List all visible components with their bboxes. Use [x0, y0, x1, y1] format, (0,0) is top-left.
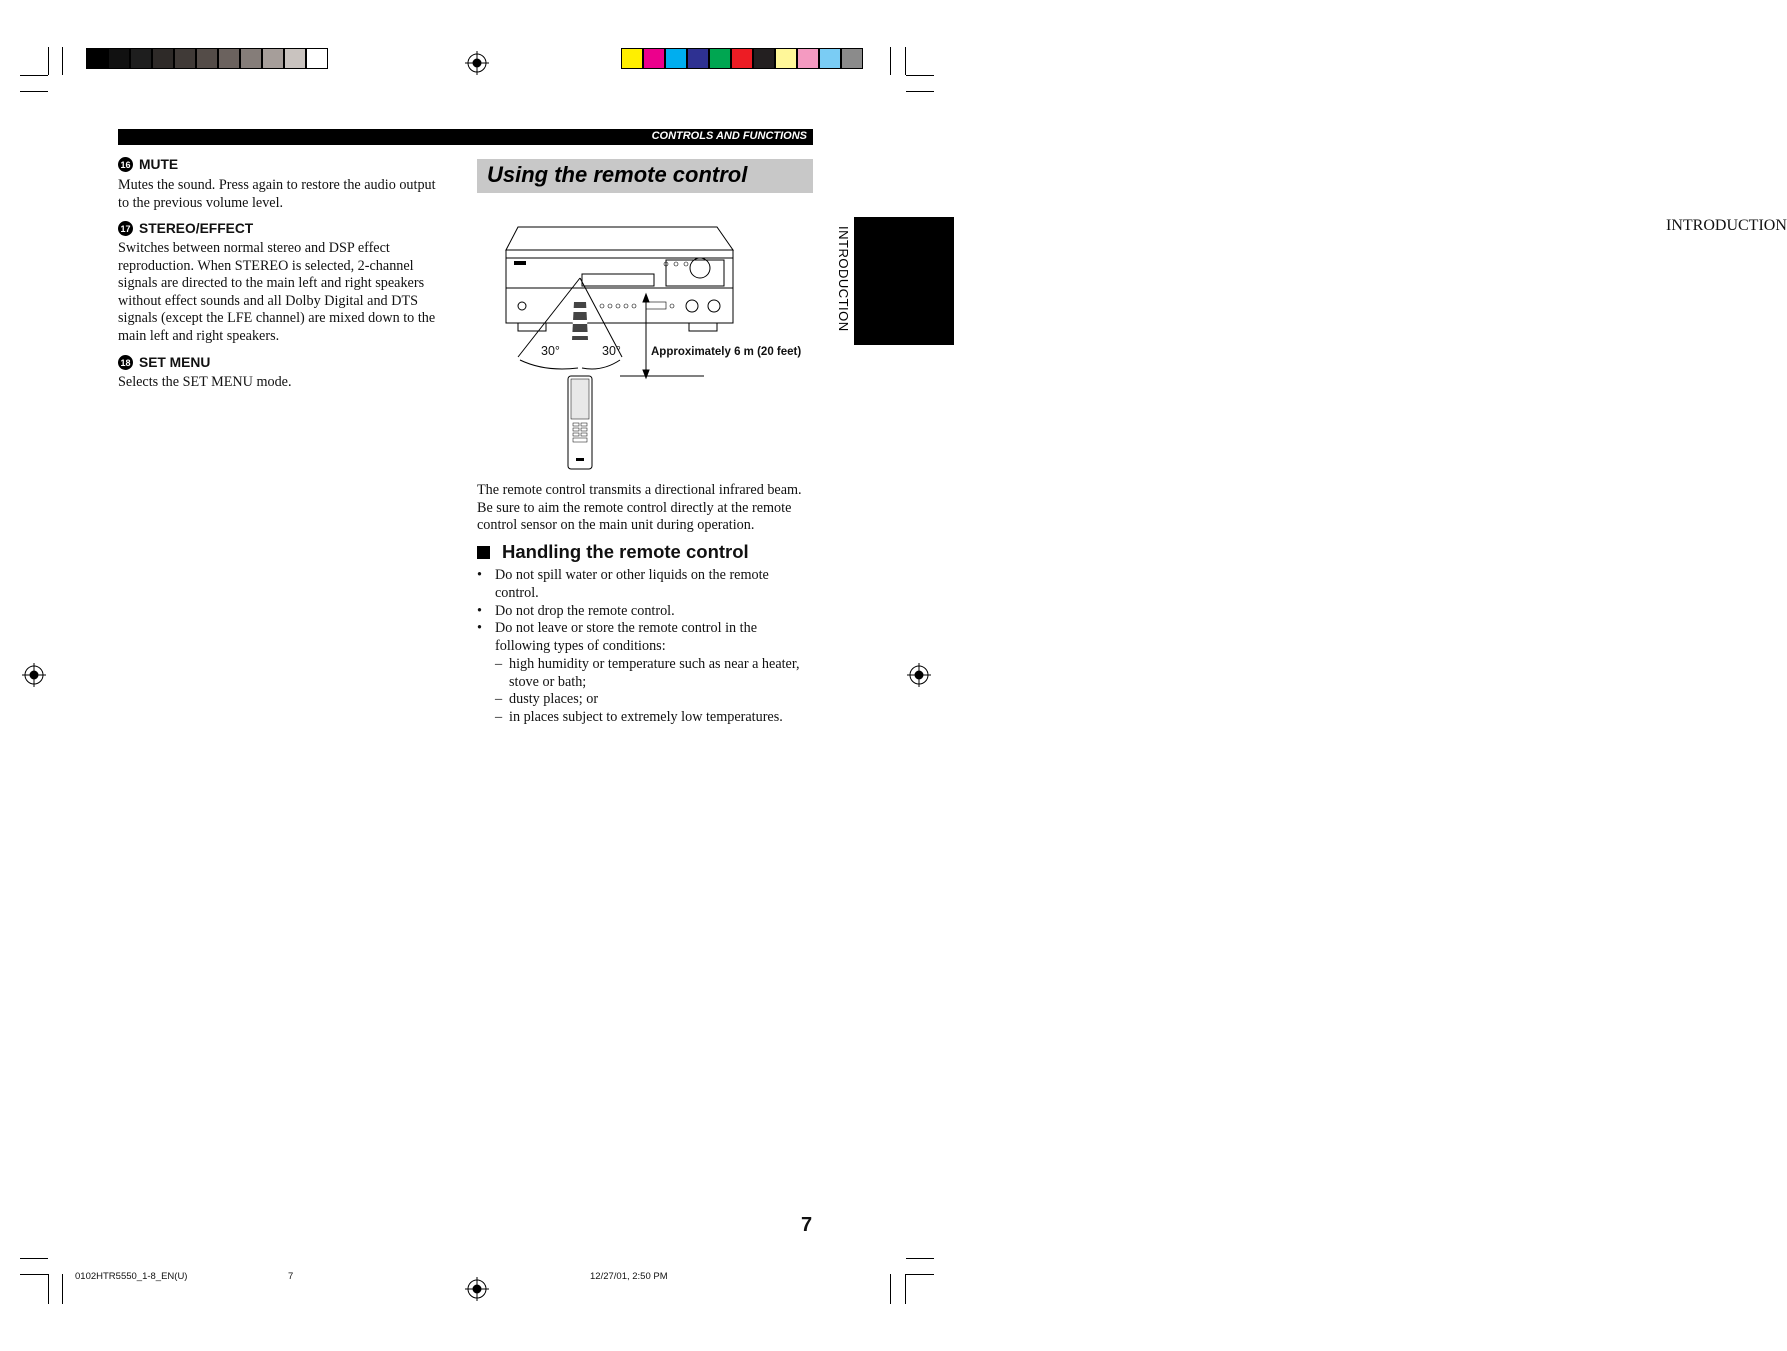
dash-icon: – [495, 656, 503, 672]
angle-left-label: 30° [541, 344, 560, 358]
color-swatch [130, 48, 152, 69]
bullet-item: • Do not drop the remote control. [477, 603, 675, 619]
intro-paragraph: The remote control transmits a directional infrared beam. Be sure to aim the remote control directly at the remote control sensor on the main unit during operation. [477, 482, 802, 534]
color-swatch [621, 48, 643, 69]
color-swatch [306, 48, 328, 69]
item-number-badge: 16 [118, 157, 133, 172]
item-set-menu-heading [118, 355, 210, 370]
section-header-label: CONTROLS AND FUNCTIONS [651, 130, 807, 142]
section-title-box [477, 159, 813, 193]
angle-right-label: 30° [602, 344, 621, 358]
item-mute-body: Mutes the sound. Press again to restore the audio output to the previous volume level. [118, 177, 436, 211]
color-swatch [775, 48, 797, 69]
item-title: MUTE [139, 157, 179, 172]
color-swatch [174, 48, 196, 69]
footer-file-name: 0102HTR5550_1-8_EN(U) [75, 1271, 188, 1282]
color-swatch [731, 48, 753, 69]
sub-bullet-item: – in places subject to extremely low temperatures. [495, 709, 783, 725]
footer-timestamp: 12/27/01, 2:50 PM [590, 1271, 668, 1282]
side-tab-label: INTRODUCTION [1666, 217, 1787, 234]
dash-icon: – [495, 691, 503, 707]
sub-bullet-item: – high humidity or temperature such as near a heater, stove or bath; [495, 656, 800, 690]
page-number: 7 [801, 1214, 813, 1236]
color-swatch [665, 48, 687, 69]
color-swatch [797, 48, 819, 69]
bullet-item: • Do not spill water or other liquids on the remote control. [477, 567, 769, 601]
color-swatch [819, 48, 841, 69]
color-swatch [86, 48, 108, 69]
item-number-badge: 18 [118, 355, 133, 370]
color-swatch [841, 48, 863, 69]
bullet-dot-icon: • [477, 567, 482, 583]
color-swatch [218, 48, 240, 69]
item-set-menu-body: Selects the SET MENU mode. [118, 374, 292, 390]
color-swatch [152, 48, 174, 69]
color-swatch [196, 48, 218, 69]
item-stereo-effect-body: Switches between normal stereo and DSP effect reproduction. When STEREO is selected, 2-channel signals are directed to the main left and right speakers without effect sounds and all Dolby Digital and DTS signals (except the LFE channel) are mixed down to the main left and right speakers. [118, 240, 436, 344]
av-receiver-illustration [506, 227, 733, 331]
bullet-dot-icon: • [477, 603, 482, 619]
side-tab-text: INTRODUCTION [836, 226, 851, 332]
color-swatch [687, 48, 709, 69]
item-mute-heading [118, 157, 178, 172]
item-title: STEREO/EFFECT [139, 221, 254, 236]
subsection-title: Handling the remote control [502, 541, 749, 562]
color-swatch [108, 48, 130, 69]
remote-control-illustration [568, 376, 592, 469]
color-swatch [643, 48, 665, 69]
sub-bullet-item: – dusty places; or [495, 691, 599, 707]
color-swatch [753, 48, 775, 69]
subsection-heading [477, 541, 749, 563]
item-number-badge: 17 [118, 221, 133, 236]
section-header-bar [118, 129, 813, 145]
color-swatch [240, 48, 262, 69]
square-bullet-icon [477, 546, 490, 559]
color-swatch [262, 48, 284, 69]
dash-icon: – [495, 709, 503, 725]
bullet-dot-icon: • [477, 620, 482, 636]
footer-page: 7 [288, 1271, 294, 1282]
color-swatch [284, 48, 306, 69]
color-swatch [709, 48, 731, 69]
item-stereo-effect-heading [118, 221, 253, 236]
distance-label: Approximately 6 m (20 feet) [651, 346, 802, 358]
item-title: SET MENU [139, 355, 211, 370]
section-title: Using the remote control [487, 162, 748, 187]
bullet-item: • Do not leave or store the remote control in the following types of conditions: [477, 620, 757, 654]
infrared-beam [571, 302, 589, 340]
